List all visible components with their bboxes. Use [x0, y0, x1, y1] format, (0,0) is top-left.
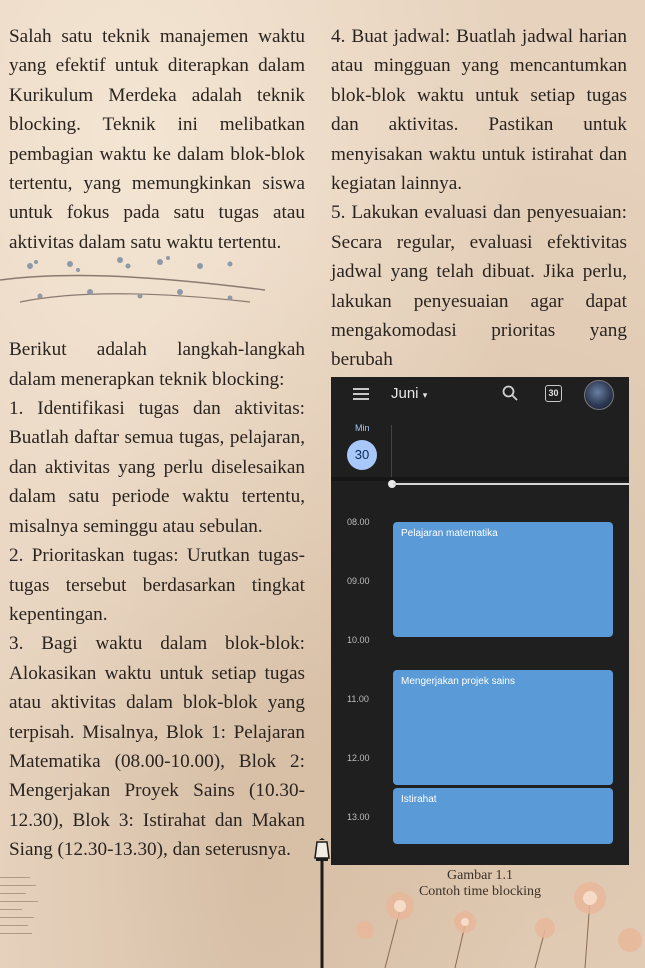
calendar-event[interactable] [393, 788, 613, 844]
time-label: 10.00 [347, 635, 370, 645]
current-time-line [393, 483, 629, 485]
handwriting-scribble [0, 870, 40, 968]
time-label: 08.00 [347, 517, 370, 527]
header-separator [331, 477, 629, 481]
calendar-event[interactable] [393, 522, 613, 637]
time-label: 11.00 [347, 694, 369, 704]
step-5-paragraph: 5. Lakukan evaluasi dan penyesuaian: Secara regular, evaluasi efektivitas jadwal yang telah dibuat. Jika perlu, lakukan penyesuaian agar dapat mengakomodasi prioritas yang berubah [331, 202, 627, 371]
step-1-paragraph: 1. Identifikasi tugas dan aktivitas: Buatlah daftar semua tugas, pelajaran, dan aktivitas yang perlu diselesaikan dalam satu periode waktu tertentu, misalnya seminggu atau sebulan. [9, 398, 305, 537]
day-of-week-label: Min [355, 423, 370, 433]
lamp-post-illustration [312, 838, 332, 968]
time-label: 13.00 [347, 812, 370, 822]
time-label: 12.00 [347, 753, 370, 763]
spacer [9, 257, 305, 335]
event-title: Pelajaran matematika [401, 528, 498, 539]
menu-icon[interactable] [353, 388, 369, 400]
right-column [331, 22, 627, 375]
day-number-badge[interactable]: 30 [347, 440, 377, 470]
figure-title: Contoh time blocking [418, 884, 542, 899]
month-selector[interactable] [391, 385, 427, 402]
event-title: Istirahat [401, 793, 437, 805]
left-column [9, 22, 305, 865]
search-icon[interactable] [501, 384, 519, 402]
steps-intro-paragraph: Berikut adalah langkah-langkah dalam menerapkan teknik blocking: [9, 339, 305, 390]
step-3-paragraph: 3. Bagi waktu dalam blok-blok: Alokasikan waktu untuk setiap tugas atau aktivitas dalam blok-blok yang terpisah. Misalnya, Blok 1: Pelajaran Matematika (08.00-10.00), Blok 2: Mengerjakan Proyek Sains (10.30-12.30), Blok 3: Istirahat dan Makan Siang (12.30-13.30), dan seterusnya. [9, 633, 305, 861]
dropdown-caret-icon: ▾ [422, 390, 428, 400]
today-calendar-icon[interactable]: 30 [545, 385, 562, 402]
figure-number: Gambar 1.1 [446, 868, 514, 883]
step-2-paragraph: 2. Prioritaskan tugas: Urutkan tugas-tugas tersebut berdasarkan tingkat kepentingan. [9, 545, 305, 625]
calendar-toolbar [331, 377, 629, 411]
step-4-paragraph: 4. Buat jadwal: Buatlah jadwal harian atau mingguan yang mencantumkan blok-blok waktu untuk setiap tugas dan aktivitas. Pastikan untuk menyisakan waktu untuk istirahat dan kegiatan lainnya. [331, 26, 627, 195]
month-label: Juni [391, 385, 419, 402]
header-divider [391, 425, 392, 479]
calendar-screenshot [331, 377, 629, 865]
time-label: 09.00 [347, 576, 370, 586]
event-title: Mengerjakan projek sains [401, 675, 515, 687]
avatar[interactable] [584, 380, 614, 410]
intro-paragraph: Salah satu teknik manajemen waktu yang efektif untuk diterapkan dalam Kurikulum Merdeka adalah teknik blocking. Teknik ini melibatkan pembagian waktu ke dalam blok-blok tertentu, yang memungkinkan siswa untuk fokus pada satu tugas atau aktivitas dalam satu waktu tertentu. [9, 26, 305, 253]
figure-caption [405, 868, 555, 900]
calendar-event[interactable] [393, 670, 613, 785]
